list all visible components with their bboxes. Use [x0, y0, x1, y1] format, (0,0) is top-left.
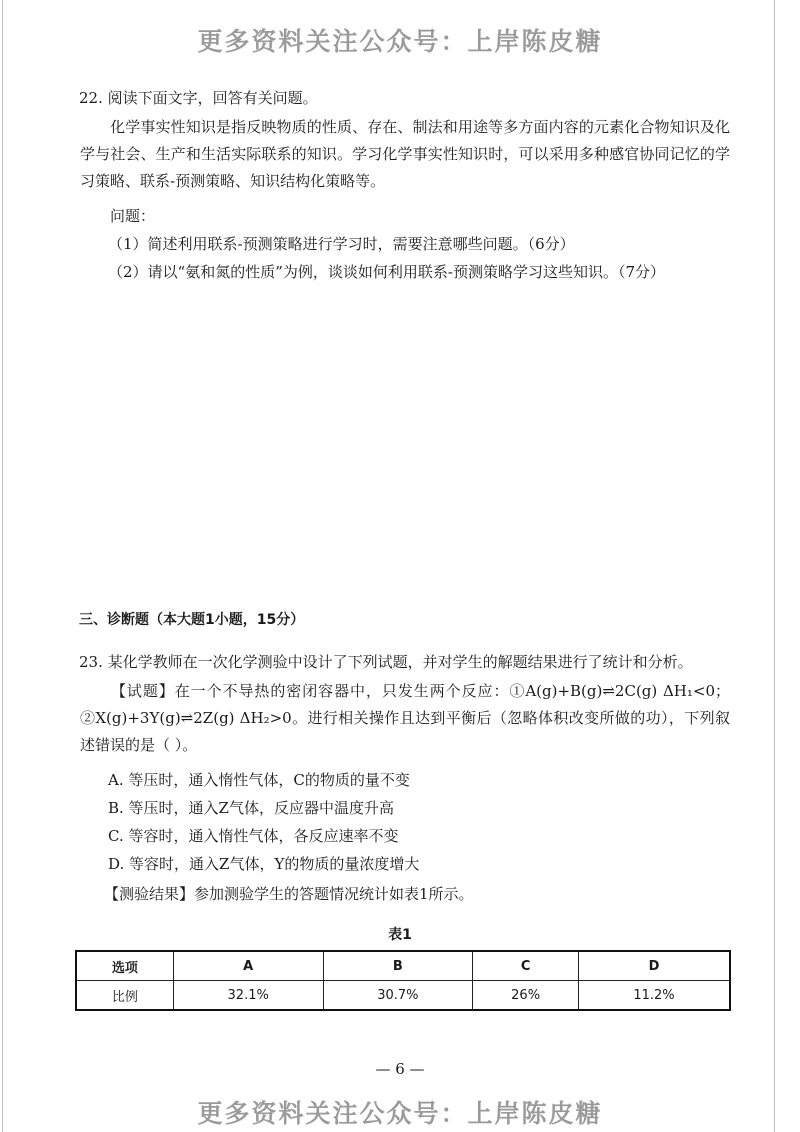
question-22-title: 22. 阅读下面文字，回答有关问题。: [79, 89, 318, 107]
passage-text: 化学事实性知识是指反映物质的性质、存在、制法和用途等多方面内容的元素化合物知识及化学与社会、生产和生活实际联系的知识。学习化学事实性知识时，可以采用多种感官协同记忆的学习策略、联系-预测策略、知识结构化策略等。: [80, 118, 730, 190]
table-header-cell: A: [173, 951, 323, 981]
question-22-sub-2: （2）请以“氨和氮的性质”为例，谈谈如何利用联系-预测策略学习这些知识。（7分）: [108, 263, 665, 281]
test-result-note: 【测验结果】参加测验学生的答题情况统计如表1所示。: [104, 885, 474, 903]
scan-edge-right: [774, 0, 775, 1132]
option-b: B. 等压时，通入Z气体，反应器中温度升高: [108, 799, 394, 817]
table-row: [76, 981, 730, 1011]
table-cell: 11.2%: [579, 981, 730, 1011]
table-header-row: [76, 951, 730, 981]
page-number: — 6 —: [375, 1060, 425, 1078]
section-3-heading: 三、诊断题（本大题1小题，15分）: [79, 612, 305, 628]
watermark-bottom: 更多资料关注公众号：上岸陈皮糖: [197, 1099, 603, 1128]
table-cell: 26%: [473, 981, 579, 1011]
table-caption: 表1: [388, 927, 412, 943]
question-22-prompt: 问题：: [110, 207, 156, 225]
watermark-top: 更多资料关注公众号：上岸陈皮糖: [197, 27, 603, 56]
table-header-cell: 选项: [76, 951, 173, 981]
option-c: C. 等容时，通入惰性气体，各反应速率不变: [108, 827, 399, 845]
table-cell: 比例: [76, 981, 173, 1011]
table-header-cell: C: [473, 951, 579, 981]
question-23-title: 23. 某化学教师在一次化学测验中设计了下列试题，并对学生的解题结果进行了统计和分析。: [79, 653, 693, 671]
table-cell: 30.7%: [323, 981, 473, 1011]
stats-table: [75, 950, 731, 1011]
question-23-stem: [80, 678, 730, 759]
option-a: A. 等压时，通入惰性气体，C的物质的量不变: [108, 771, 410, 789]
table-cell: 32.1%: [173, 981, 323, 1011]
question-22-sub-1: （1）简述利用联系-预测策略进行学习时，需要注意哪些问题。（6分）: [108, 235, 575, 253]
stem-text: 【试题】在一个不导热的密闭容器中，只发生两个反应：①A(g)+B(g)⇌2C(g) ΔH₁<0；②X(g)+3Y(g)⇌2Z(g) ΔH₂>0。进行相关操作且达到平衡后（忽略体积改变所做的功），下列叙述错误的是（ ）。: [80, 682, 730, 754]
table-header-cell: D: [579, 951, 730, 981]
scan-edge-left: [2, 0, 3, 1132]
table-header-cell: B: [323, 951, 473, 981]
question-22-passage: [80, 114, 730, 195]
option-d: D. 等容时，通入Z气体，Y的物质的量浓度增大: [108, 855, 420, 873]
